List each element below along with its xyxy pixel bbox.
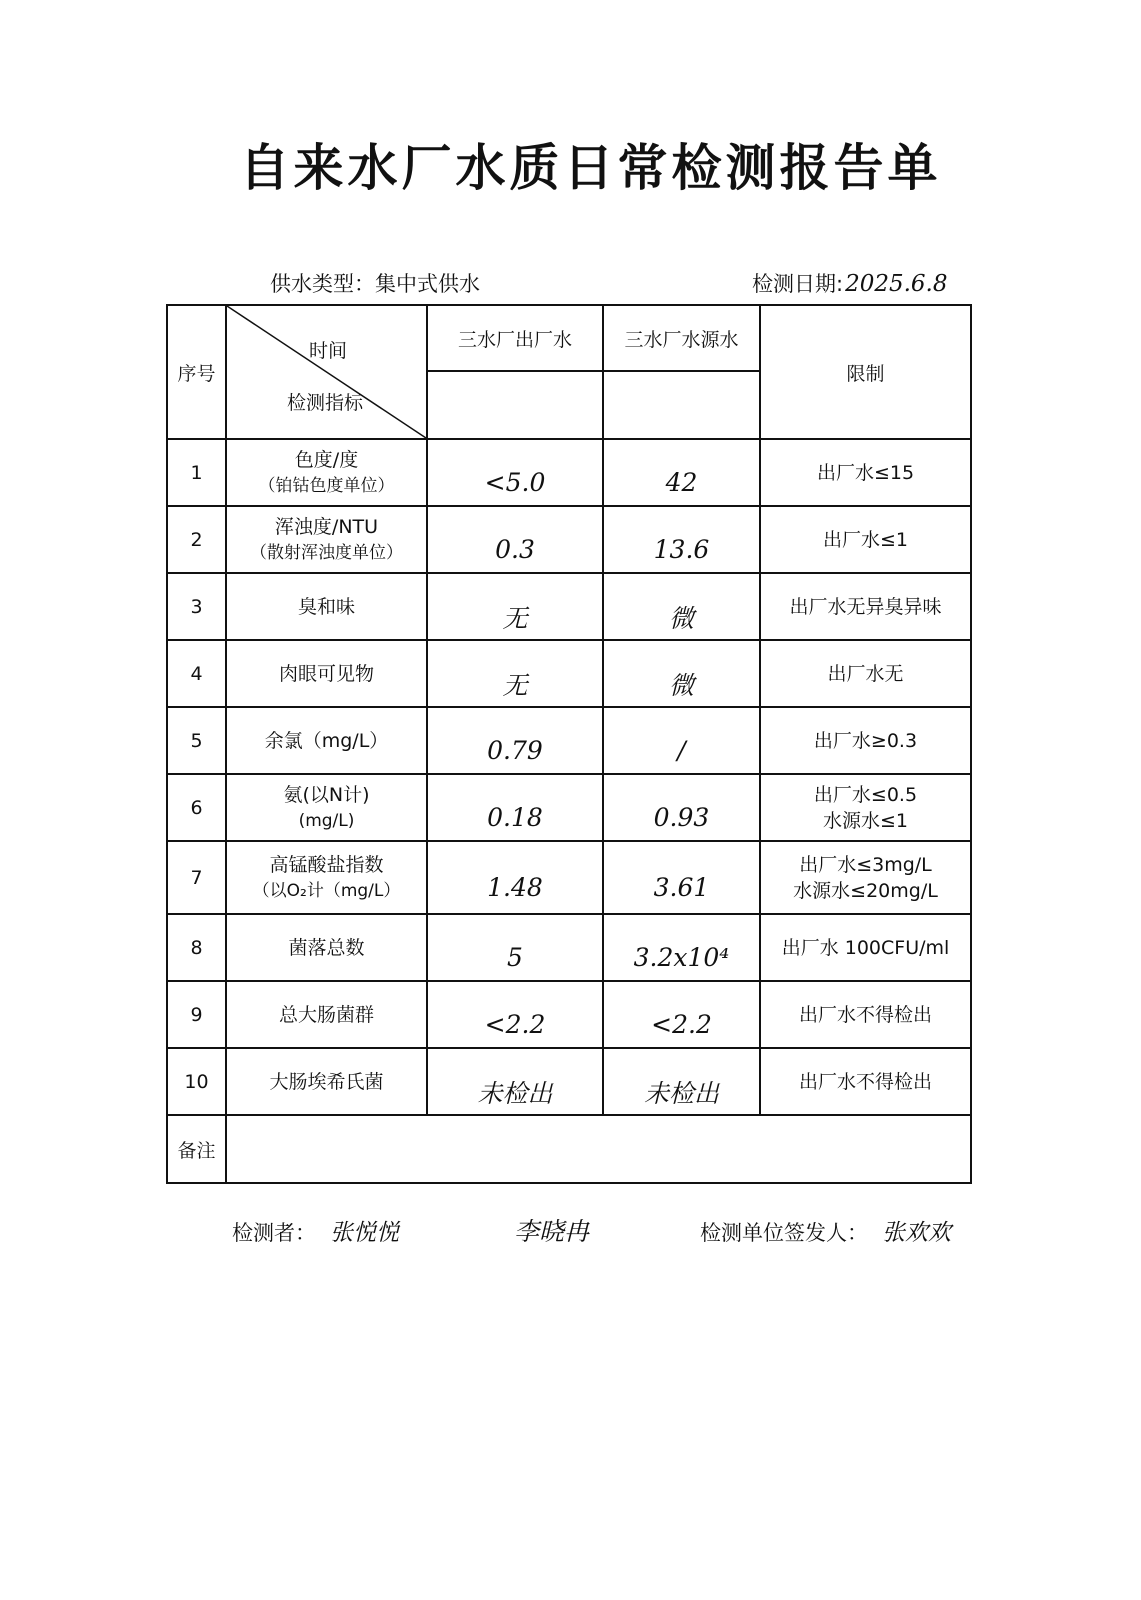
row-index: 6 [167,774,226,841]
remark-label: 备注 [167,1115,226,1183]
handwritten-value: 微 [668,603,694,633]
handwritten-value: 0.18 [487,803,543,832]
handwritten-value: 微 [668,670,694,700]
row-value-src [603,981,760,1048]
table-row [167,640,971,707]
limit-line: 出厂水无异臭异味 [789,595,942,618]
row-value-src [603,707,760,774]
handwritten-value: 1.48 [487,873,543,902]
row-indicator [226,981,427,1048]
row-indicator [226,707,427,774]
row-indicator [226,1048,427,1115]
tester-signature-1: 张悦悦 [330,1220,399,1246]
indicator-name: 菌落总数 [288,936,365,959]
table-row [167,506,971,573]
row-limit [760,774,971,841]
handwritten-value: 0.79 [487,736,543,765]
row-value-src [603,573,760,640]
row-value-src [603,841,760,914]
limit-line: 出厂水≤3mg/L [799,853,932,876]
row-value-out [427,640,603,707]
header-src-empty [603,371,760,439]
header-time: 时间 [309,340,348,362]
issuer-signature: 张欢欢 [882,1220,951,1246]
row-value-src [603,640,760,707]
indicator-name: 总大肠菌群 [278,1003,374,1026]
row-limit [760,506,971,573]
handwritten-value: 42 [665,468,698,497]
row-limit [760,841,971,914]
row-index: 5 [167,707,226,774]
header-indicator: 检测指标 [287,392,364,414]
table-row [167,707,971,774]
handwritten-value: 无 [502,670,528,700]
handwritten-value: / [677,736,686,765]
indicator-name: 色度/度 [294,448,359,471]
table-row [167,914,971,981]
diagonal-line [227,306,426,438]
table-row [167,774,971,841]
limit-line: 出厂水无 [827,662,904,685]
issuer [700,1214,951,1247]
row-value-out [427,1048,603,1115]
row-indicator [226,640,427,707]
row-indicator [226,914,427,981]
indicator-unit: （以O₂计（mg/L） [252,880,401,901]
handwritten-value: 0.3 [495,535,535,564]
row-index: 7 [167,841,226,914]
handwritten-value: 13.6 [653,535,710,564]
limit-line: 出厂水不得检出 [798,1003,932,1026]
row-indicator [226,774,427,841]
row-limit [760,707,971,774]
row-index: 3 [167,573,226,640]
header-out-empty [427,371,603,439]
row-limit [760,914,971,981]
tester [232,1214,399,1247]
indicator-unit: (mg/L) [298,810,355,831]
handwritten-value: <2.2 [651,1010,712,1039]
tester-signature-2: 李晓冉 [514,1217,590,1246]
limit-line: 出厂水≤0.5 [813,783,918,806]
row-limit [760,640,971,707]
header-col-out: 三水厂出厂水 [427,305,603,371]
row-value-src [603,774,760,841]
row-indicator [226,439,427,506]
row-value-out [427,707,603,774]
indicator-name: 余氯（mg/L） [264,729,389,752]
limit-line: 出厂水≤15 [816,461,915,484]
row-value-out [427,506,603,573]
row-value-out [427,573,603,640]
handwritten-value: <2.2 [484,1010,546,1039]
row-indicator [226,841,427,914]
indicator-name: 臭和味 [297,595,355,618]
row-value-out [427,914,603,981]
indicator-name: 大肠埃希氏菌 [269,1070,384,1093]
limit-line: 出厂水≤1 [822,528,908,551]
row-value-out [427,981,603,1048]
indicator-name: 肉眼可见物 [278,662,374,685]
supply-type-value: 集中式供水 [375,272,480,296]
row-index: 10 [167,1048,226,1115]
table-row [167,1048,971,1115]
row-index: 1 [167,439,226,506]
date-label: 检测日期: [752,272,844,296]
limit-line: 出厂水不得检出 [798,1070,932,1093]
date-value: 2025.6.8 [845,271,948,297]
issuer-label: 检测单位签发人： [700,1221,868,1245]
row-indicator [226,573,427,640]
limit-line: 水源水≤1 [822,809,908,832]
row-index: 2 [167,506,226,573]
handwritten-value: 未检出 [477,1078,553,1108]
handwritten-value: 3.61 [653,873,710,902]
table-row [167,439,971,506]
handwritten-value: 0.93 [653,803,710,832]
limit-line: 出厂水 100CFU/ml [781,936,950,959]
header-limit: 限制 [760,305,971,439]
supply-type [270,268,480,298]
handwritten-value: 5 [507,943,523,972]
row-limit [760,573,971,640]
supply-type-label: 供水类型： [270,272,375,296]
header-index: 序号 [167,305,226,439]
limit-line: 水源水≤20mg/L [793,879,938,902]
row-value-src [603,914,760,981]
handwritten-value: 未检出 [643,1078,719,1108]
handwritten-value: <5.0 [484,468,546,497]
indicator-name: 浑浊度/NTU [274,515,379,538]
header-diagonal-cell [226,305,427,439]
indicator-name: 氨(以N计) [283,783,370,806]
tester-label: 检测者： [232,1221,316,1245]
header-col-src: 三水厂水源水 [603,305,760,371]
handwritten-value: 无 [502,603,528,633]
row-value-out [427,439,603,506]
remark-row [167,1115,971,1183]
indicator-unit: （散射浑浊度单位） [250,542,403,563]
row-value-src [603,439,760,506]
row-limit [760,981,971,1048]
row-value-src [603,506,760,573]
table-row [167,841,971,914]
row-indicator [226,506,427,573]
limit-line: 出厂水≥0.3 [813,729,918,752]
table-row [167,981,971,1048]
row-index: 4 [167,640,226,707]
header-row [167,305,971,371]
handwritten-value: 3.2x10⁴ [633,943,730,972]
row-index: 8 [167,914,226,981]
indicator-name: 高锰酸盐指数 [269,853,384,876]
row-value-src [603,1048,760,1115]
table-row [167,573,971,640]
page-title: 自来水厂水质日常检测报告单 [239,139,942,197]
test-date [752,268,948,298]
row-index: 9 [167,981,226,1048]
report-table [166,304,972,1184]
row-value-out [427,841,603,914]
row-limit [760,1048,971,1115]
remark-content [226,1115,971,1183]
row-value-out [427,774,603,841]
row-limit [760,439,971,506]
indicator-unit: （铂钴色度单位） [258,475,395,496]
